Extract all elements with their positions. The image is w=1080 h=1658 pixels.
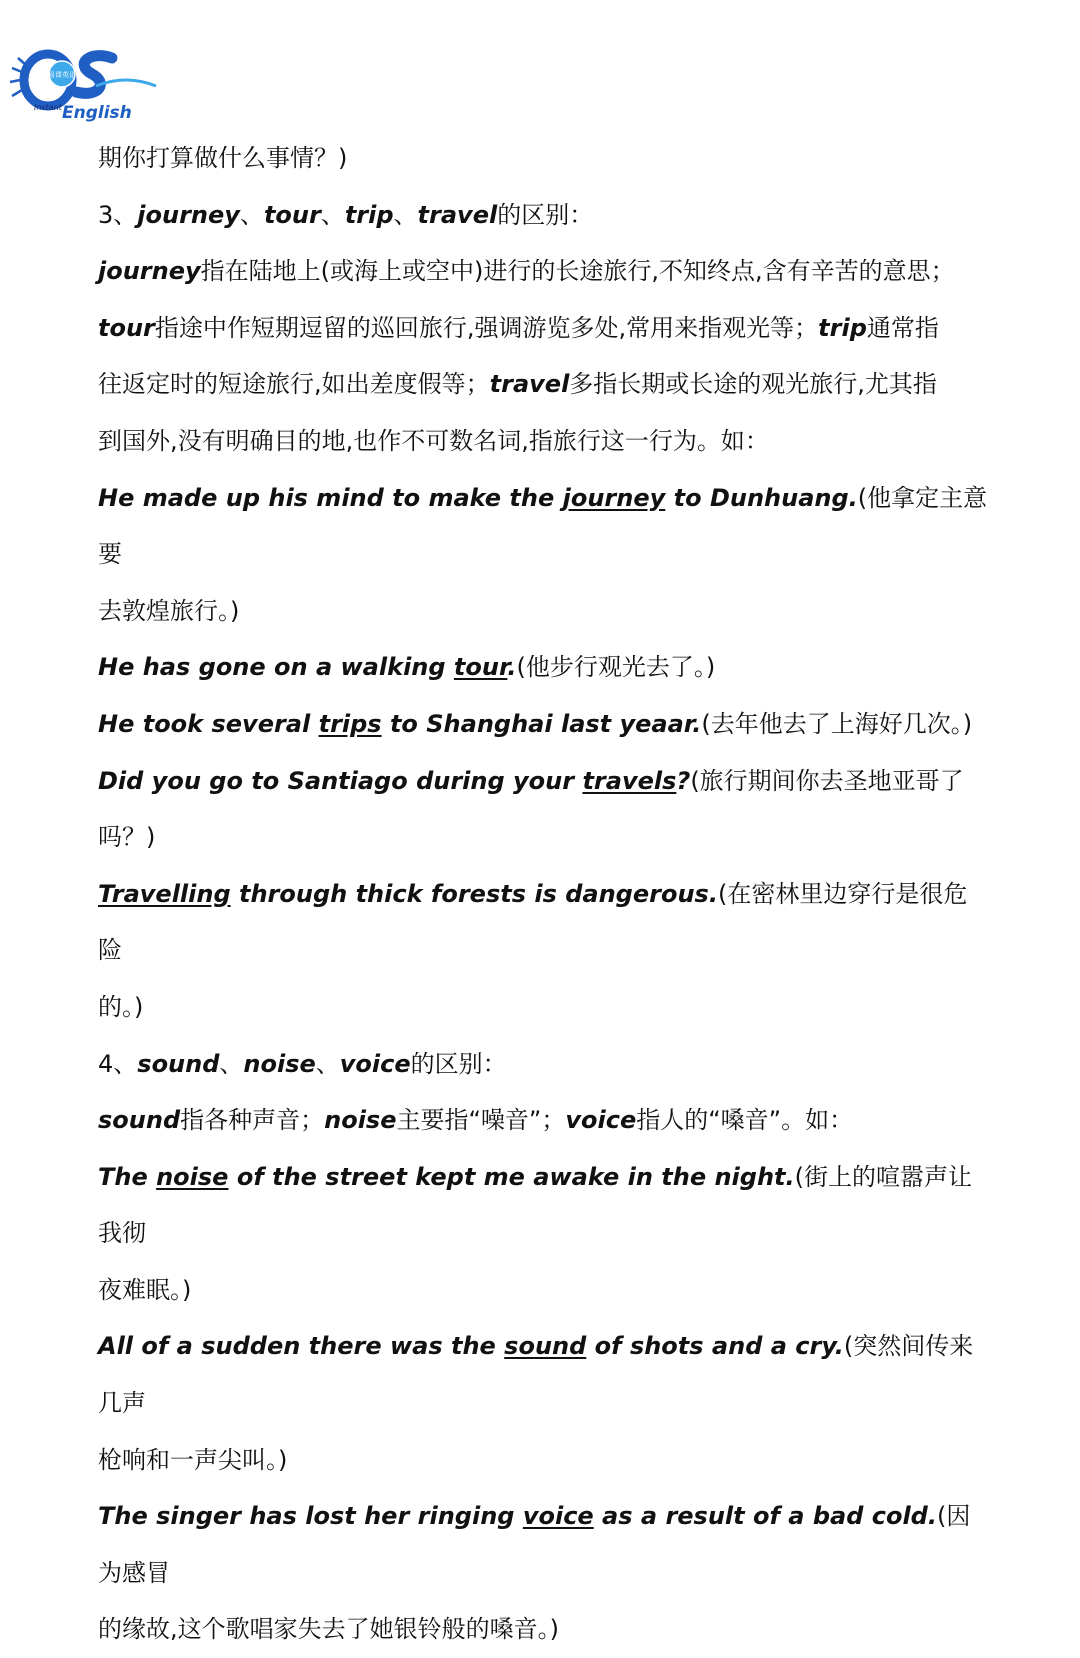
highlighted-word: sound [504,1332,587,1361]
term-travel: travel [489,370,570,399]
example-sentence: Did you go to Santiago during your travels?(旅行期间你去圣地亚哥了 [98,766,964,795]
translation: (他步行观光去了。) [516,653,716,682]
term-sound: sound [137,1049,220,1078]
translation-continued: 去敦煌旅行。) [98,596,240,625]
section-number: 4、 [98,1049,138,1078]
example-sentence: He took several trips to Shanghai last yeaar.(去年他去了上海好几次。) [98,709,973,738]
term-voice: voice [339,1049,411,1078]
translation: (因为感冒 [98,1502,971,1587]
definition-line: tour指途中作短期逗留的巡回旅行,强调游览多处,常用来指观光等；trip通常指 [98,313,939,342]
example-sentence: All of a sudden there was the sound of shots and a cry.(突然间传来几声 [98,1332,974,1418]
term-noise: noise [324,1106,397,1135]
section-number: 3、 [98,200,138,229]
definition-line: journey指在陆地上(或海上或空中)进行的长途旅行,不知终点,含有辛苦的意思； [98,257,955,286]
text-line: 期你打算做什么事情？) [98,144,348,172]
translation: (去年他去了上海好几次。) [701,709,973,738]
document-body [98,130,988,1658]
logo-word-english: English [62,103,132,123]
logo-s-letter [76,56,112,94]
term-trip: trip [818,313,867,342]
definition-line: 到国外,没有明确目的地,也作不可数名词,指旅行这一行为。如： [98,426,769,455]
translation: (突然间传来几声 [98,1332,974,1418]
term-noise: noise [243,1049,316,1078]
term-sound: sound [98,1106,181,1135]
translation: (他拿定主意要 [98,483,988,569]
highlighted-word: voice [522,1502,594,1531]
highlighted-word: travels [582,766,677,795]
term-travel: travel [417,200,498,229]
translation: (旅行期间你去圣地亚哥了 [690,766,964,795]
highlighted-word: Travelling [98,879,231,908]
term-trip: trip [344,200,394,229]
term-tour: tour [98,313,155,342]
instant-english-logo [4,40,164,124]
term-journey: journey [137,200,240,229]
definition-line: 往返定时的短途旅行,如出差度假等；travel多指长期或长途的观光旅行,尤其指 [98,370,937,399]
example-sentence: The noise of the street kept me awake in the night.(街上的喧嚣声让我彻 [98,1162,973,1248]
highlighted-word: tour [453,653,508,682]
translation: (街上的喧嚣声让我彻 [98,1162,973,1248]
example-sentence: He has gone on a walking tour.(他步行观光去了。) [98,653,716,682]
highlighted-word: trips [318,709,382,738]
logo-word-instant: Instant [34,103,62,112]
term-journey: journey [98,257,201,286]
highlighted-word: journey [562,483,666,512]
term-tour: tour [263,200,321,229]
translation: (在密林里边穿行是很危险 [98,879,968,965]
term-voice: voice [565,1106,637,1135]
translation-continued: 夜难眠。) [98,1275,192,1304]
example-sentence: Travelling through thick forests is dangerous.(在密林里边穿行是很危险 [98,879,968,965]
example-sentence: He made up his mind to make the journey to Dunhuang.(他拿定主意要 [98,483,988,569]
highlighted-word: noise [156,1162,229,1191]
translation-continued: 枪响和一声尖叫。) [98,1445,288,1474]
translation-continued: 的缘故,这个歌唱家失去了她银铃般的嗓音。) [98,1615,559,1644]
definition-line: sound指各种声音；noise主要指“噪音”；voice指人的“嗓音”。如： [98,1106,854,1135]
section-heading-3: 3、journey、tour、trip、travel的区别： [98,200,594,229]
logo-badge-text: 易课英语 [48,71,76,79]
translation-continued: 的。) [98,992,144,1021]
section-heading-4: 4、sound、noise、voice的区别： [98,1049,507,1078]
example-sentence: The singer has lost her ringing voice as a result of a bad cold.(因为感冒 [98,1502,971,1587]
translation-continued: 吗？) [98,823,156,852]
